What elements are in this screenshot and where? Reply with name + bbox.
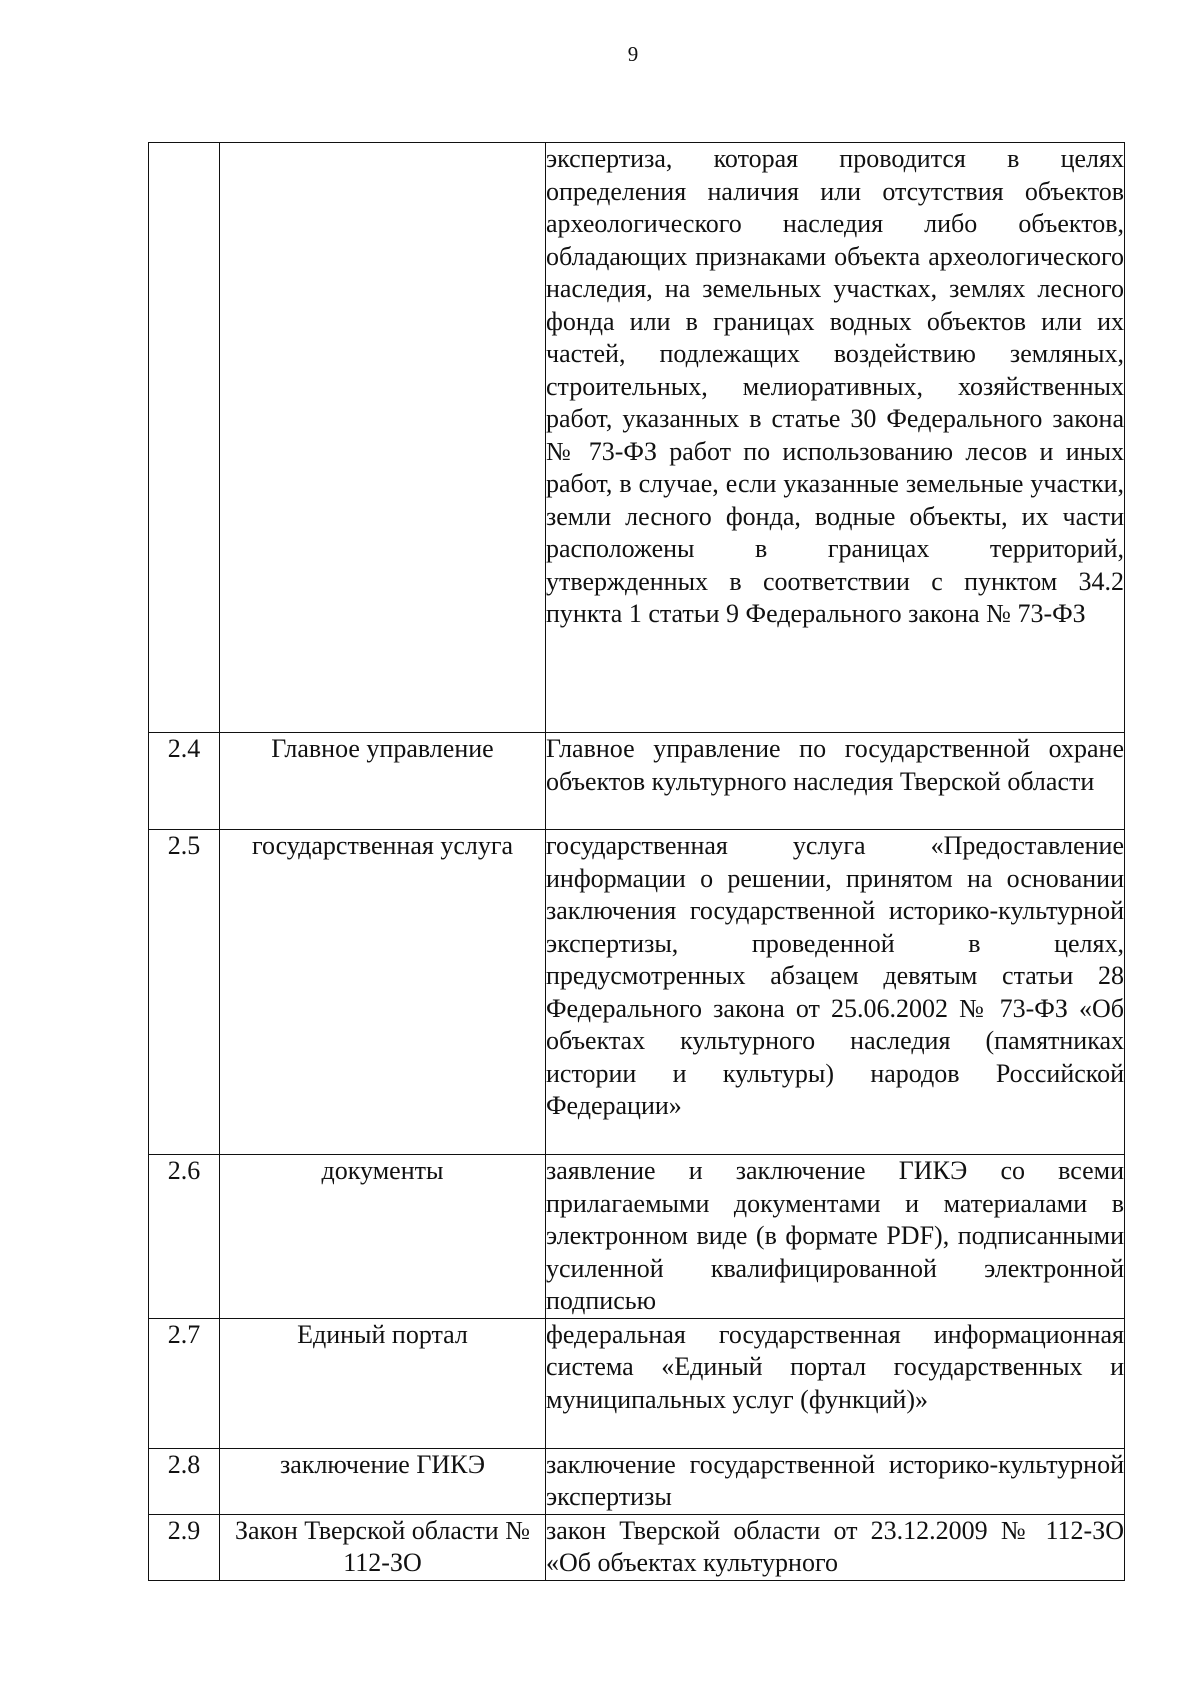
row-definition: Главное управление по государственной охране объектов культурного наследия Тверской области	[546, 733, 1125, 830]
row-definition: государственная услуга «Предоставление информации о решении, принятом на основании заключения государственной историко-культурной экспертизы, проведенной в целях, предусмотренных абзацем девятым статьи 28 Федерального закона от 25.06.2002 № 73-ФЗ «Об объектах культурного наследия (памятниках истории и культуры) народов Российской Федерации»	[546, 830, 1125, 1155]
row-term: заключение ГИКЭ	[220, 1448, 546, 1514]
table-row	[149, 1318, 1125, 1448]
row-definition: закон Тверской области от 23.12.2009 № 112-ЗО «Об объектах культурного	[546, 1514, 1125, 1580]
row-number: 2.7	[149, 1318, 220, 1448]
row-term: документы	[220, 1155, 546, 1319]
definitions-table	[148, 142, 1125, 1581]
row-number: 2.9	[149, 1514, 220, 1580]
table-row	[149, 143, 1125, 733]
table-row	[149, 1155, 1125, 1319]
table-row	[149, 830, 1125, 1155]
row-term: государственная услуга	[220, 830, 546, 1155]
row-term: Закон Тверской области № 112-ЗО	[220, 1514, 546, 1580]
row-number: 2.5	[149, 830, 220, 1155]
row-number	[149, 143, 220, 733]
row-definition: федеральная государственная информационная система «Единый портал государственных и муниципальных услуг (функций)»	[546, 1318, 1125, 1448]
row-definition: экспертиза, которая проводится в целях определения наличия или отсутствия объектов археологического наследия либо объектов, обладающих признаками объекта археологического наследия, на земельных участках, землях лесного фонда или в границах водных объектов или их частей, подлежащих воздействию земляных, строительных, мелиоративных, хозяйственных работ, указанных в статье 30 Федерального закона № 73-ФЗ работ по использованию лесов и иных работ, в случае, если указанные земельные участки, земли лесного фонда, водные объекты, их части расположены в границах территорий, утвержденных в соответствии с пунктом 34.2 пункта 1 статьи 9 Федерального закона № 73-ФЗ	[546, 143, 1125, 733]
row-definition: заключение государственной историко-культурной экспертизы	[546, 1448, 1125, 1514]
table-row	[149, 1514, 1125, 1580]
row-term	[220, 143, 546, 733]
row-term: Единый портал	[220, 1318, 546, 1448]
table-row	[149, 1448, 1125, 1514]
row-definition: заявление и заключение ГИКЭ со всеми прилагаемыми документами и материалами в электронном виде (в формате PDF), подписанными усиленной квалифицированной электронной подписью	[546, 1155, 1125, 1319]
row-number: 2.6	[149, 1155, 220, 1319]
table-row	[149, 733, 1125, 830]
row-number: 2.4	[149, 733, 220, 830]
page-number: 9	[627, 42, 639, 66]
row-number: 2.8	[149, 1448, 220, 1514]
row-term: Главное управление	[220, 733, 546, 830]
